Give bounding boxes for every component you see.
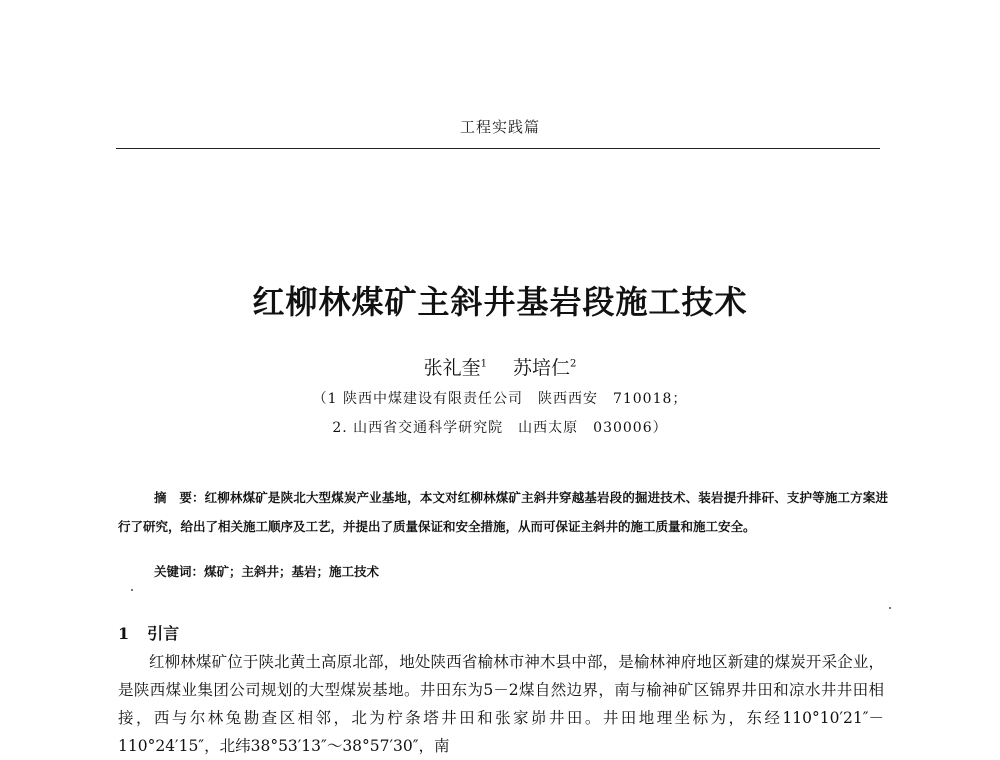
body-text <box>118 648 884 760</box>
header-rule <box>116 148 880 149</box>
paper-title: 红柳林煤矿主斜井基岩段施工技术 <box>252 283 748 321</box>
section-number: 1 <box>118 624 130 643</box>
keywords <box>154 562 379 580</box>
author-1-name: 张礼奎 <box>423 357 481 379</box>
abstract-label: 摘 要： <box>154 490 205 505</box>
author-1-affil-mark: 1 <box>480 358 487 370</box>
body-paragraph: 红柳林煤矿位于陕北黄土高原北部，地处陕西省榆林市神木县中部，是榆林神府地区新建的煤炭开采企业，是陕西煤业集团公司规划的大型煤炭基地。井田东为5－2煤自然边界，南与榆神矿区锦界井田和凉水井井田相接，西与尔林兔勘查区相邻，北为柠条塔井田和张家峁井田。井田地理坐标为，东经110°10′21″－110°24′15″，北纬38°53′13″～38°57′30″，南 <box>118 653 884 755</box>
author-2-affil-mark: 2 <box>570 358 577 370</box>
author-1 <box>424 357 487 379</box>
running-header: 工程实践篇 <box>459 118 540 136</box>
scan-speck <box>889 607 891 609</box>
author-line <box>0 353 1000 380</box>
author-2 <box>513 357 576 379</box>
section-title: 引言 <box>147 624 180 643</box>
affiliation-2: 2. 山西省交通科学研究院 山西太原 030006） <box>332 420 668 436</box>
keywords-label: 关键词： <box>154 564 205 579</box>
abstract-text: 红柳林煤矿是陕北大型煤炭产业基地，本文对红柳林煤矿主斜井穿越基岩段的掘进技术、装岩提升排矸、支护等施工方案进行了研究，给出了相关施工顺序及工艺，并提出了质量保证和安全措施，从而可保证主斜井的施工质量和施工安全。 <box>118 490 888 534</box>
section-heading <box>118 621 179 644</box>
scan-speck <box>131 589 133 591</box>
affiliation-1: （1 陕西中煤建设有限责任公司 陕西西安 710018； <box>312 391 688 407</box>
abstract <box>118 483 888 541</box>
author-2-name: 苏培仁 <box>513 357 571 379</box>
keywords-text: 煤矿；主斜井；基岩；施工技术 <box>204 564 380 579</box>
